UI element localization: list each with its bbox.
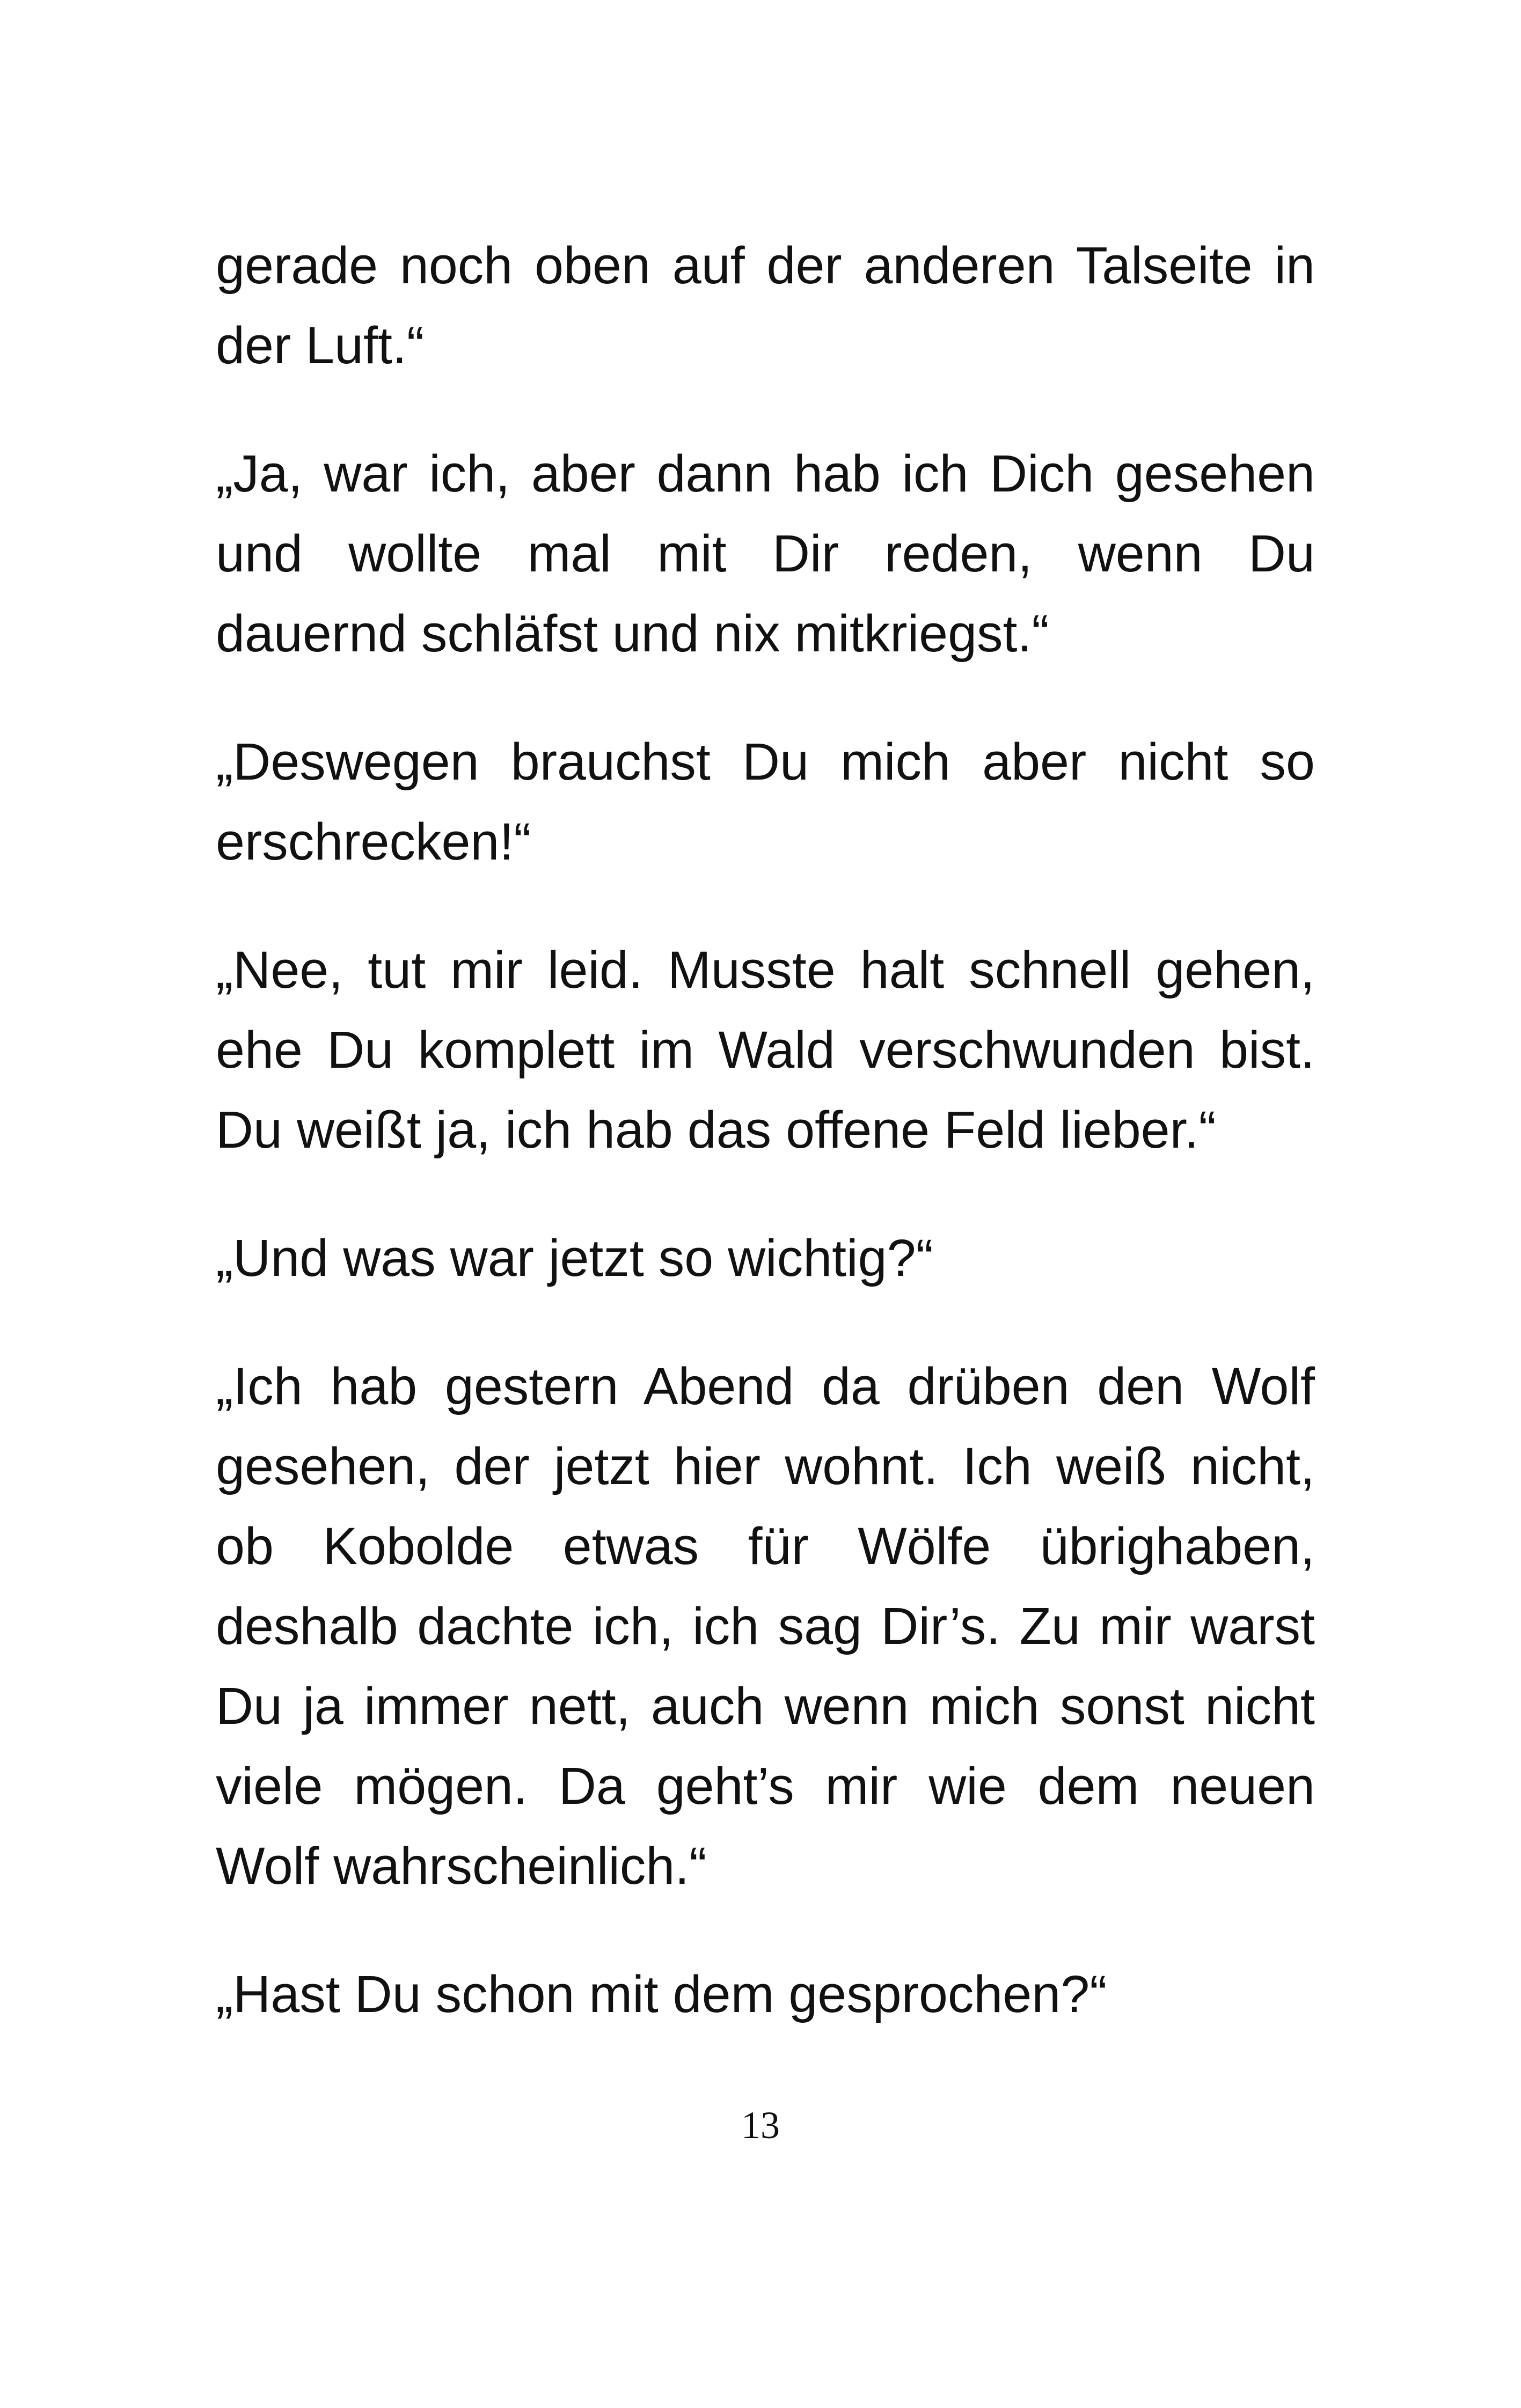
text-line: „Und was war jetzt so wichtig?“ (216, 1229, 933, 1287)
text-line: deshalb dachte ich, ich sag Dir’s. Zu mir warst (216, 1597, 1315, 1655)
paragraph (216, 1346, 1315, 1906)
text-line: der Luft.“ (216, 316, 425, 375)
text-line: gerade noch oben auf der anderen Talseite in (216, 236, 1315, 295)
text-line: gesehen, der jetzt hier wohnt. Ich weiß nicht, (216, 1437, 1315, 1495)
text-line: viele mögen. Da geht’s mir wie dem neuen (216, 1757, 1315, 1815)
paragraph (216, 1954, 1315, 2034)
text-line: ob Kobolde etwas für Wölfe übrighaben, (216, 1517, 1315, 1575)
paragraph (216, 225, 1315, 385)
paragraph (216, 434, 1315, 673)
text-line: dauernd schläfst und nix mitkriegst.“ (216, 604, 1049, 663)
body-text (216, 225, 1315, 2082)
text-line: „Ja, war ich, aber dann hab ich Dich gesehen (216, 444, 1315, 503)
paragraph (216, 1218, 1315, 1298)
page-number: 13 (741, 2104, 780, 2147)
text-line: und wollte mal mit Dir reden, wenn Du (216, 524, 1315, 583)
text-line: „Ich hab gestern Abend da drüben den Wolf (216, 1357, 1315, 1415)
text-line: Du ja immer nett, auch wenn mich sonst nicht (216, 1677, 1315, 1735)
text-line: Du weißt ja, ich hab das offene Feld lieber.“ (216, 1100, 1216, 1159)
text-line: „Deswegen brauchst Du mich aber nicht so (216, 732, 1315, 791)
text-line: ehe Du komplett im Wald verschwunden bist. (216, 1021, 1315, 1079)
text-line: „Nee, tut mir leid. Musste halt schnell gehen, (216, 941, 1315, 999)
paragraph (216, 722, 1315, 882)
text-line: erschrecken!“ (216, 812, 531, 871)
text-line: Wolf wahrscheinlich.“ (216, 1837, 707, 1895)
paragraph (216, 930, 1315, 1170)
text-line: „Hast Du schon mit dem gesprochen?“ (216, 1965, 1107, 2023)
